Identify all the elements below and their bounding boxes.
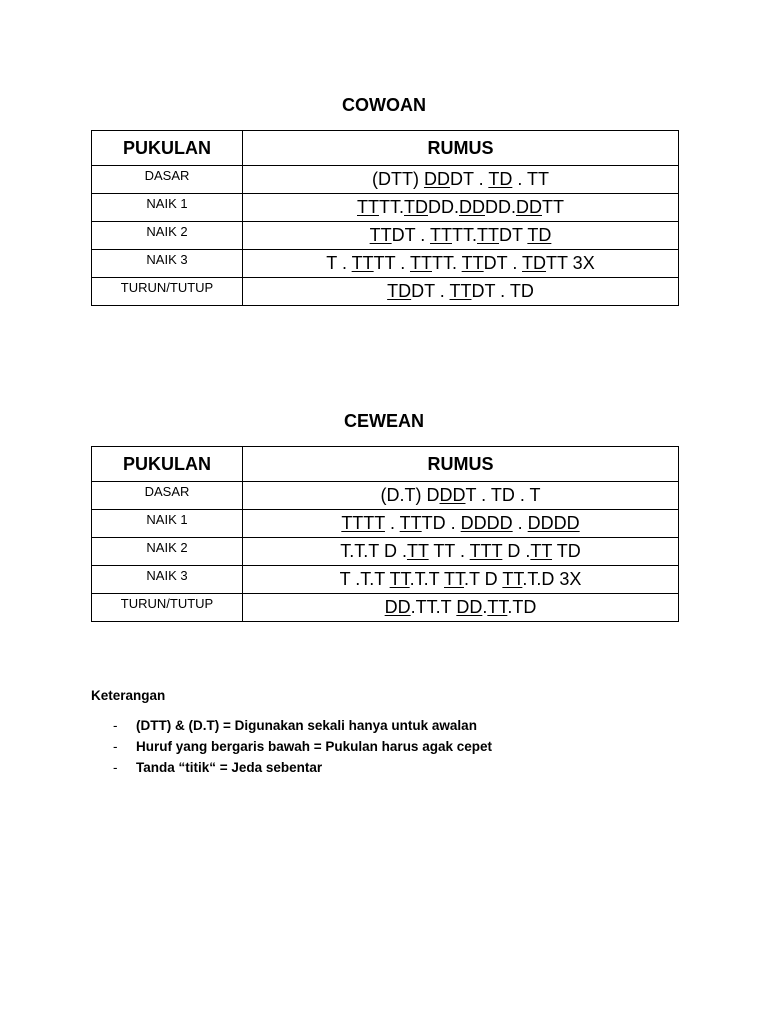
text-segment: DT: [499, 225, 528, 245]
pukulan-cell: NAIK 1: [92, 510, 243, 538]
underlined-segment: DDDD: [527, 513, 580, 533]
underlined-segment: TT: [487, 597, 508, 617]
text-segment: DT .: [391, 225, 430, 245]
text-segment: TD: [552, 541, 581, 561]
header-rumus: RUMUS: [243, 131, 679, 166]
underlined-segment: DDDD: [460, 513, 513, 533]
text-segment: T.T.T D .: [340, 541, 407, 561]
text-segment: DD.: [485, 197, 516, 217]
note-text: Tanda “titik“ = Jeda sebentar: [136, 760, 323, 775]
list-item: [91, 760, 492, 781]
pukulan-cell: NAIK 2: [92, 222, 243, 250]
underlined-segment: TD: [488, 169, 513, 189]
table-body: [92, 482, 679, 622]
text-segment: .T.T: [409, 569, 444, 589]
underlined-segment: DD: [423, 169, 450, 189]
table-row: [92, 482, 679, 510]
keterangan-heading: Keterangan: [91, 688, 166, 703]
underlined-segment: TT: [389, 569, 410, 589]
underlined-segment: DD: [456, 597, 483, 617]
underlined-segment: TT: [449, 281, 472, 301]
list-item: [91, 718, 492, 739]
underlined-segment: DD: [384, 597, 411, 617]
underlined-segment: TT: [502, 569, 523, 589]
underlined-segment: TD: [387, 281, 412, 301]
bullet-dash: -: [113, 739, 118, 754]
table-row: [92, 250, 679, 278]
underlined-segment: DD: [459, 197, 485, 217]
bullet-dash: -: [113, 760, 118, 775]
rumus-cell: [243, 538, 679, 566]
rumus-cell: [243, 510, 679, 538]
table-row: [92, 566, 679, 594]
table-row: [92, 194, 679, 222]
pukulan-cell: TURUN/TUTUP: [92, 594, 243, 622]
underlined-segment: DD: [439, 485, 466, 505]
rumus-table-cewean: [91, 446, 679, 622]
underlined-segment: TTTT: [341, 513, 385, 533]
text-segment: T .T.T: [339, 569, 390, 589]
rumus-cell: [243, 594, 679, 622]
pukulan-cell: NAIK 2: [92, 538, 243, 566]
underlined-segment: TT: [409, 253, 432, 273]
table-row: [92, 278, 679, 306]
underlined-segment: DD: [516, 197, 542, 217]
pukulan-cell: NAIK 3: [92, 566, 243, 594]
header-pukulan: PUKULAN: [92, 447, 243, 482]
rumus-cell: [243, 166, 679, 194]
text-segment: T . TD . T: [465, 485, 541, 505]
table-row: [92, 222, 679, 250]
underlined-segment: TT: [351, 253, 374, 273]
text-segment: TD .: [421, 513, 461, 533]
underlined-segment: TT: [430, 225, 452, 245]
text-segment: T .: [326, 253, 352, 273]
rumus-table-cowoan: [91, 130, 679, 306]
header-rumus: RUMUS: [243, 447, 679, 482]
text-segment: .T.D 3X: [522, 569, 582, 589]
table-body: [92, 166, 679, 306]
text-segment: (DTT): [371, 169, 424, 189]
text-segment: .: [384, 513, 400, 533]
text-segment: .: [482, 597, 488, 617]
text-segment: (D.T) D: [380, 485, 440, 505]
text-segment: DD.: [428, 197, 459, 217]
keterangan-list: [91, 718, 492, 781]
table-row: [92, 510, 679, 538]
pukulan-cell: DASAR: [92, 166, 243, 194]
rumus-cell: [243, 566, 679, 594]
underlined-segment: TD: [404, 197, 428, 217]
text-segment: .TD: [507, 597, 537, 617]
rumus-cell: [243, 194, 679, 222]
text-segment: DT . TD: [471, 281, 534, 301]
text-segment: D .: [502, 541, 531, 561]
text-segment: .TT.T: [410, 597, 457, 617]
pukulan-cell: DASAR: [92, 482, 243, 510]
list-item: [91, 739, 492, 760]
bullet-dash: -: [113, 718, 118, 733]
underlined-segment: TT: [399, 513, 422, 533]
rumus-cell: [243, 482, 679, 510]
underlined-segment: TT: [357, 197, 379, 217]
text-segment: . TT: [512, 169, 549, 189]
table-title-cowoan: COWOAN: [342, 95, 426, 115]
note-text: (DTT) & (D.T) = Digunakan sekali hanya untuk awalan: [136, 718, 477, 733]
table-row: [92, 538, 679, 566]
underlined-segment: TT: [406, 541, 429, 561]
table-row: [92, 594, 679, 622]
header-pukulan: PUKULAN: [92, 131, 243, 166]
rumus-cell: [243, 278, 679, 306]
text-segment: DT .: [449, 169, 489, 189]
text-segment: TT 3X: [546, 253, 595, 273]
note-text: Huruf yang bergaris bawah = Pukulan harus agak cepet: [136, 739, 492, 754]
underlined-segment: TD: [527, 225, 552, 245]
pukulan-cell: NAIK 1: [92, 194, 243, 222]
text-segment: .: [512, 513, 528, 533]
text-segment: TT .: [373, 253, 410, 273]
underlined-segment: TT: [444, 569, 464, 589]
pukulan-cell: NAIK 3: [92, 250, 243, 278]
underlined-segment: TD: [522, 253, 547, 273]
table-title-cewean: CEWEAN: [344, 411, 424, 431]
rumus-cell: [243, 222, 679, 250]
rumus-cell: [243, 250, 679, 278]
underlined-segment: TTT: [469, 541, 503, 561]
text-segment: .T D: [464, 569, 503, 589]
text-segment: TT .: [428, 541, 470, 561]
text-segment: DT .: [411, 281, 450, 301]
pukulan-cell: TURUN/TUTUP: [92, 278, 243, 306]
text-segment: TT.: [431, 253, 462, 273]
text-segment: TT: [542, 197, 564, 217]
underlined-segment: TT: [477, 225, 499, 245]
text-segment: TT.: [452, 225, 477, 245]
underlined-segment: TT: [530, 541, 553, 561]
underlined-segment: TT: [369, 225, 392, 245]
text-segment: TT.: [379, 197, 404, 217]
underlined-segment: TT: [461, 253, 484, 273]
text-segment: DT .: [483, 253, 523, 273]
table-row: [92, 166, 679, 194]
